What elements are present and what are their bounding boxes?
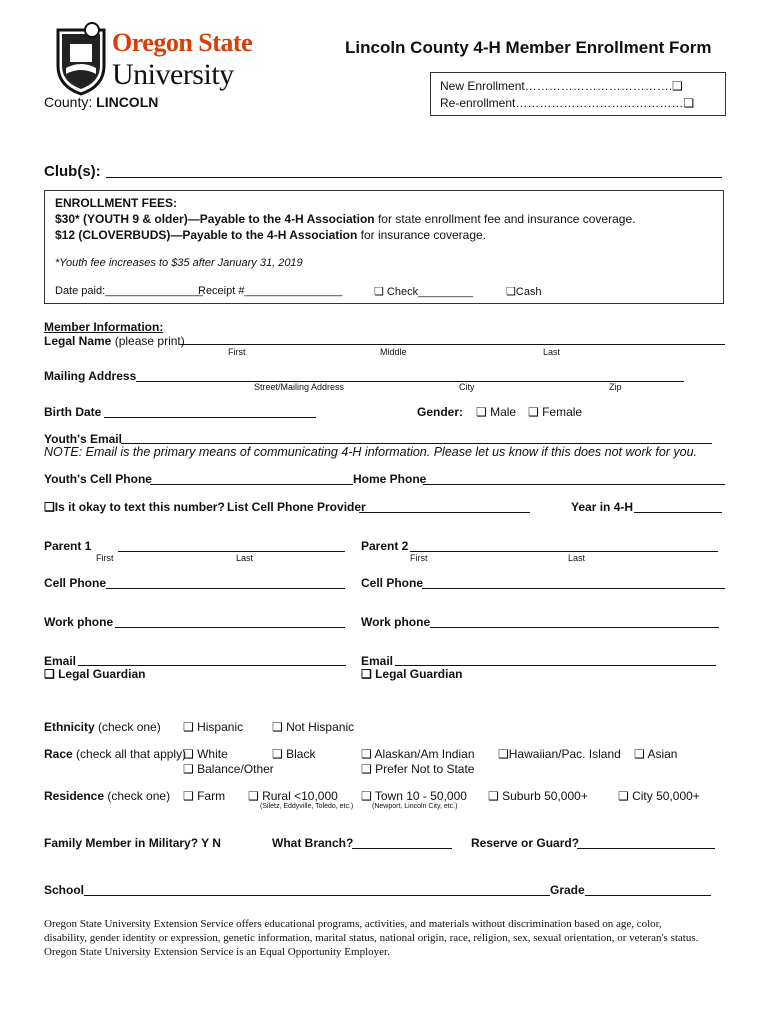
suburb-label: Suburb 50,000+ xyxy=(502,789,588,803)
re-enrollment-option[interactable] xyxy=(440,96,694,110)
race-prefer-option[interactable] xyxy=(361,762,474,776)
city-caption: City xyxy=(459,382,475,392)
gender-male-option[interactable] xyxy=(476,405,516,419)
new-enrollment-option[interactable] xyxy=(440,79,683,93)
parent2-label: Parent 2 xyxy=(361,539,409,553)
race-alaskan-option[interactable] xyxy=(361,747,475,761)
not-hispanic-option[interactable] xyxy=(272,720,354,734)
residence-city-option[interactable] xyxy=(618,789,700,803)
race-text: Race xyxy=(44,747,73,761)
nondiscrimination-line-2: disability, gender identity or expression, genetic information, marital status, national origin, race, religion, sex, sexual orientation, or veteran's status. xyxy=(44,932,699,944)
checkbox-icon: ❑ xyxy=(618,789,633,803)
first-name-caption: First xyxy=(228,347,246,357)
hawaiian-label: Hawaiian/Pac. Island xyxy=(508,747,621,761)
rural-example-note: (Siletz, Eddyville, Toledo, etc.) xyxy=(260,803,354,810)
parent1-email-label: Email xyxy=(44,654,77,668)
parent2-input-line[interactable] xyxy=(410,551,718,552)
parent1-work-input-line[interactable] xyxy=(115,627,345,628)
parent2-cell-input-line[interactable] xyxy=(422,588,725,589)
checkbox-icon: ❑ xyxy=(672,79,683,93)
re-enrollment-label: Re-enrollment…………………………………… xyxy=(440,96,684,110)
osu-seal-icon xyxy=(52,22,110,96)
parent1-input-line[interactable] xyxy=(118,551,345,552)
race-label xyxy=(44,747,186,761)
alaskan-label: Alaskan/Am Indian xyxy=(374,747,475,761)
school-label: School xyxy=(44,883,85,897)
parent2-work-input-line[interactable] xyxy=(430,627,719,628)
checkbox-icon: ❑ xyxy=(248,789,263,803)
youth-cell-label: Youth's Cell Phone xyxy=(44,472,152,486)
street-caption: Street/Mailing Address xyxy=(254,382,345,392)
race-black-option[interactable] xyxy=(272,747,315,761)
guardian-label: Legal Guardian xyxy=(375,667,463,681)
asian-label: Asian xyxy=(647,747,678,761)
residence-text: Residence xyxy=(44,789,105,803)
rural-label: Rural <10,000 xyxy=(262,789,338,803)
not-hispanic-label: Not Hispanic xyxy=(286,720,355,734)
cash-option[interactable] xyxy=(506,285,542,298)
parent2-last-caption: Last xyxy=(568,553,586,563)
youth-email-label: Youth's Email xyxy=(44,432,122,446)
parent2-cell-label: Cell Phone xyxy=(361,576,424,590)
checkbox-icon: ❑ xyxy=(272,747,287,761)
military-branch-label: What Branch? xyxy=(272,836,354,850)
youth-fee-line xyxy=(55,212,635,226)
race-balance-option[interactable] xyxy=(183,762,274,776)
nondiscrimination-line-3: Oregon State University Extension Service is an Equal Opportunity Employer. xyxy=(44,946,390,958)
race-hawaiian-option[interactable] xyxy=(498,747,621,761)
year-in-4h-label: Year in 4-H xyxy=(571,500,634,514)
cell-provider-label: List Cell Phone Provider xyxy=(227,500,366,514)
checkbox-icon: ❑ xyxy=(506,286,516,298)
residence-note: (check one) xyxy=(107,789,171,803)
youth-email-input-line[interactable] xyxy=(121,443,712,444)
parent1-cell-label: Cell Phone xyxy=(44,576,107,590)
hispanic-label: Hispanic xyxy=(197,720,244,734)
cell-provider-input-line[interactable] xyxy=(359,512,530,513)
ethnicity-note: (check one) xyxy=(98,720,161,734)
check-label: Check_________ xyxy=(386,286,474,298)
home-phone-input-line[interactable] xyxy=(423,484,725,485)
farm-label: Farm xyxy=(197,789,226,803)
last-name-caption: Last xyxy=(543,347,561,357)
military-question: Family Member in Military? Y N xyxy=(44,836,221,850)
residence-label xyxy=(44,789,170,803)
ethnicity-label xyxy=(44,720,161,734)
member-info-heading: Member Information: xyxy=(44,320,164,334)
school-input-line[interactable] xyxy=(84,895,550,896)
white-label: White xyxy=(197,747,228,761)
middle-name-caption: Middle xyxy=(380,347,407,357)
legal-name-label xyxy=(44,334,185,348)
birth-date-label: Birth Date xyxy=(44,405,102,419)
race-asian-option[interactable] xyxy=(634,747,677,761)
youth-fee-rest: for state enrollment fee and insurance coverage. xyxy=(374,212,636,226)
form-title: Lincoln County 4-H Member Enrollment Form xyxy=(345,38,712,57)
text-ok-option[interactable] xyxy=(44,500,225,514)
parent1-last-caption: Last xyxy=(236,553,254,563)
cash-label: Cash xyxy=(515,286,542,298)
prefer-label: Prefer Not to State xyxy=(375,762,475,776)
hispanic-option[interactable] xyxy=(183,720,243,734)
checkbox-icon: ❑ xyxy=(634,747,648,761)
parent1-cell-input-line[interactable] xyxy=(106,588,345,589)
birth-date-input-line[interactable] xyxy=(104,417,316,418)
guardian-label: Legal Guardian xyxy=(58,667,146,681)
parent1-email-input-line[interactable] xyxy=(78,665,346,666)
checkbox-icon: ❑ xyxy=(374,286,387,298)
new-enrollment-label: New Enrollment………………………………. xyxy=(440,79,673,93)
fees-heading: ENROLLMENT FEES: xyxy=(55,196,177,210)
checkbox-icon: ❑ xyxy=(44,667,59,681)
checkbox-icon: ❑ xyxy=(272,720,287,734)
cloverbud-fee-bold: $12 (CLOVERBUDS)—Payable to the 4-H Association xyxy=(55,228,358,242)
youth-fee-bold: $30* (YOUTH 9 & older)—Payable to the 4-H Association xyxy=(55,212,375,226)
parent2-guardian-option[interactable] xyxy=(361,667,462,681)
checkbox-icon: ❑ xyxy=(183,747,198,761)
county-value: LINCOLN xyxy=(96,94,159,110)
cloverbud-fee-line xyxy=(55,228,486,242)
reserve-guard-input-line[interactable] xyxy=(577,848,715,849)
grade-input-line[interactable] xyxy=(585,895,711,896)
residence-suburb-option[interactable] xyxy=(488,789,588,803)
balance-label: Balance/Other xyxy=(197,762,274,776)
county-field xyxy=(44,94,158,110)
logo-text-university: University xyxy=(112,58,234,91)
parent1-label: Parent 1 xyxy=(44,539,92,553)
parent1-guardian-option[interactable] xyxy=(44,667,145,681)
gender-female-option[interactable] xyxy=(528,405,582,419)
town-label: Town 10 - 50,000 xyxy=(374,789,467,803)
checkbox-icon: ❑ xyxy=(361,762,376,776)
race-white-option[interactable] xyxy=(183,747,228,761)
mailing-address-input-line[interactable] xyxy=(136,381,684,382)
clubs-input-line[interactable] xyxy=(106,177,722,178)
date-paid-field[interactable]: Date paid:________________ xyxy=(55,285,204,297)
checkbox-icon: ❑ xyxy=(361,747,375,761)
town-example-note: (Newport, Lincoln City, etc.) xyxy=(372,803,458,810)
parent2-email-label: Email xyxy=(361,654,394,668)
gender-label: Gender: xyxy=(417,405,464,419)
county-label: County: xyxy=(44,94,93,110)
text-ok-label: Is it okay to text this number? xyxy=(54,500,225,514)
checkbox-icon: ❑ xyxy=(361,789,375,803)
military-branch-input-line[interactable] xyxy=(352,848,452,849)
checkbox-icon: ❑ xyxy=(498,747,509,761)
clubs-label: Club(s): xyxy=(44,163,101,180)
legal-name-input-line[interactable] xyxy=(180,344,725,345)
residence-town-option[interactable] xyxy=(361,789,467,803)
youth-cell-input-line[interactable] xyxy=(150,484,353,485)
residence-farm-option[interactable] xyxy=(183,789,225,803)
year-in-4h-input-line[interactable] xyxy=(634,512,722,513)
parent1-first-caption: First xyxy=(96,553,114,563)
zip-caption: Zip xyxy=(609,382,622,392)
residence-rural-option[interactable] xyxy=(248,789,338,803)
checkbox-icon: ❑ xyxy=(361,667,376,681)
race-note: (check all that apply) xyxy=(76,747,187,761)
female-label: Female xyxy=(542,405,583,419)
receipt-field[interactable]: Receipt #________________ xyxy=(198,285,343,297)
check-option[interactable] xyxy=(374,285,473,298)
black-label: Black xyxy=(286,747,316,761)
osu-logo xyxy=(52,22,277,100)
legal-name-text: Legal Name xyxy=(44,334,112,348)
city-label: City 50,000+ xyxy=(632,789,700,803)
male-label: Male xyxy=(490,405,517,419)
cloverbud-fee-rest: for insurance coverage. xyxy=(357,228,487,242)
fee-increase-note: *Youth fee increases to $35 after January 31, 2019 xyxy=(55,257,303,269)
checkbox-icon: ❑ xyxy=(488,789,503,803)
reserve-guard-label: Reserve or Guard? xyxy=(471,836,580,850)
home-phone-label: Home Phone xyxy=(353,472,427,486)
parent2-work-label: Work phone xyxy=(361,615,431,629)
ethnicity-text: Ethnicity xyxy=(44,720,95,734)
checkbox-icon: ❑ xyxy=(183,762,198,776)
checkbox-icon: ❑ xyxy=(476,405,491,419)
checkbox-icon: ❑ xyxy=(183,720,198,734)
parent2-first-caption: First xyxy=(410,553,428,563)
nondiscrimination-line-1: Oregon State University Extension Service offers educational programs, activities, and materials without discrimination based on age, color, xyxy=(44,918,662,930)
mailing-address-label: Mailing Address xyxy=(44,369,137,383)
parent1-work-label: Work phone xyxy=(44,615,114,629)
checkbox-icon: ❑ xyxy=(183,789,198,803)
parent2-email-input-line[interactable] xyxy=(395,665,716,666)
grade-label: Grade xyxy=(550,883,585,897)
checkbox-icon: ❑ xyxy=(44,500,55,514)
checkbox-icon: ❑ xyxy=(683,96,695,110)
checkbox-icon: ❑ xyxy=(528,405,543,419)
legal-name-note: (please print) xyxy=(114,334,185,348)
logo-text-oregon-state: Oregon State xyxy=(112,28,253,57)
email-note: NOTE: Email is the primary means of communicating 4-H information. Please let us know if this does not work for you. xyxy=(44,445,698,459)
